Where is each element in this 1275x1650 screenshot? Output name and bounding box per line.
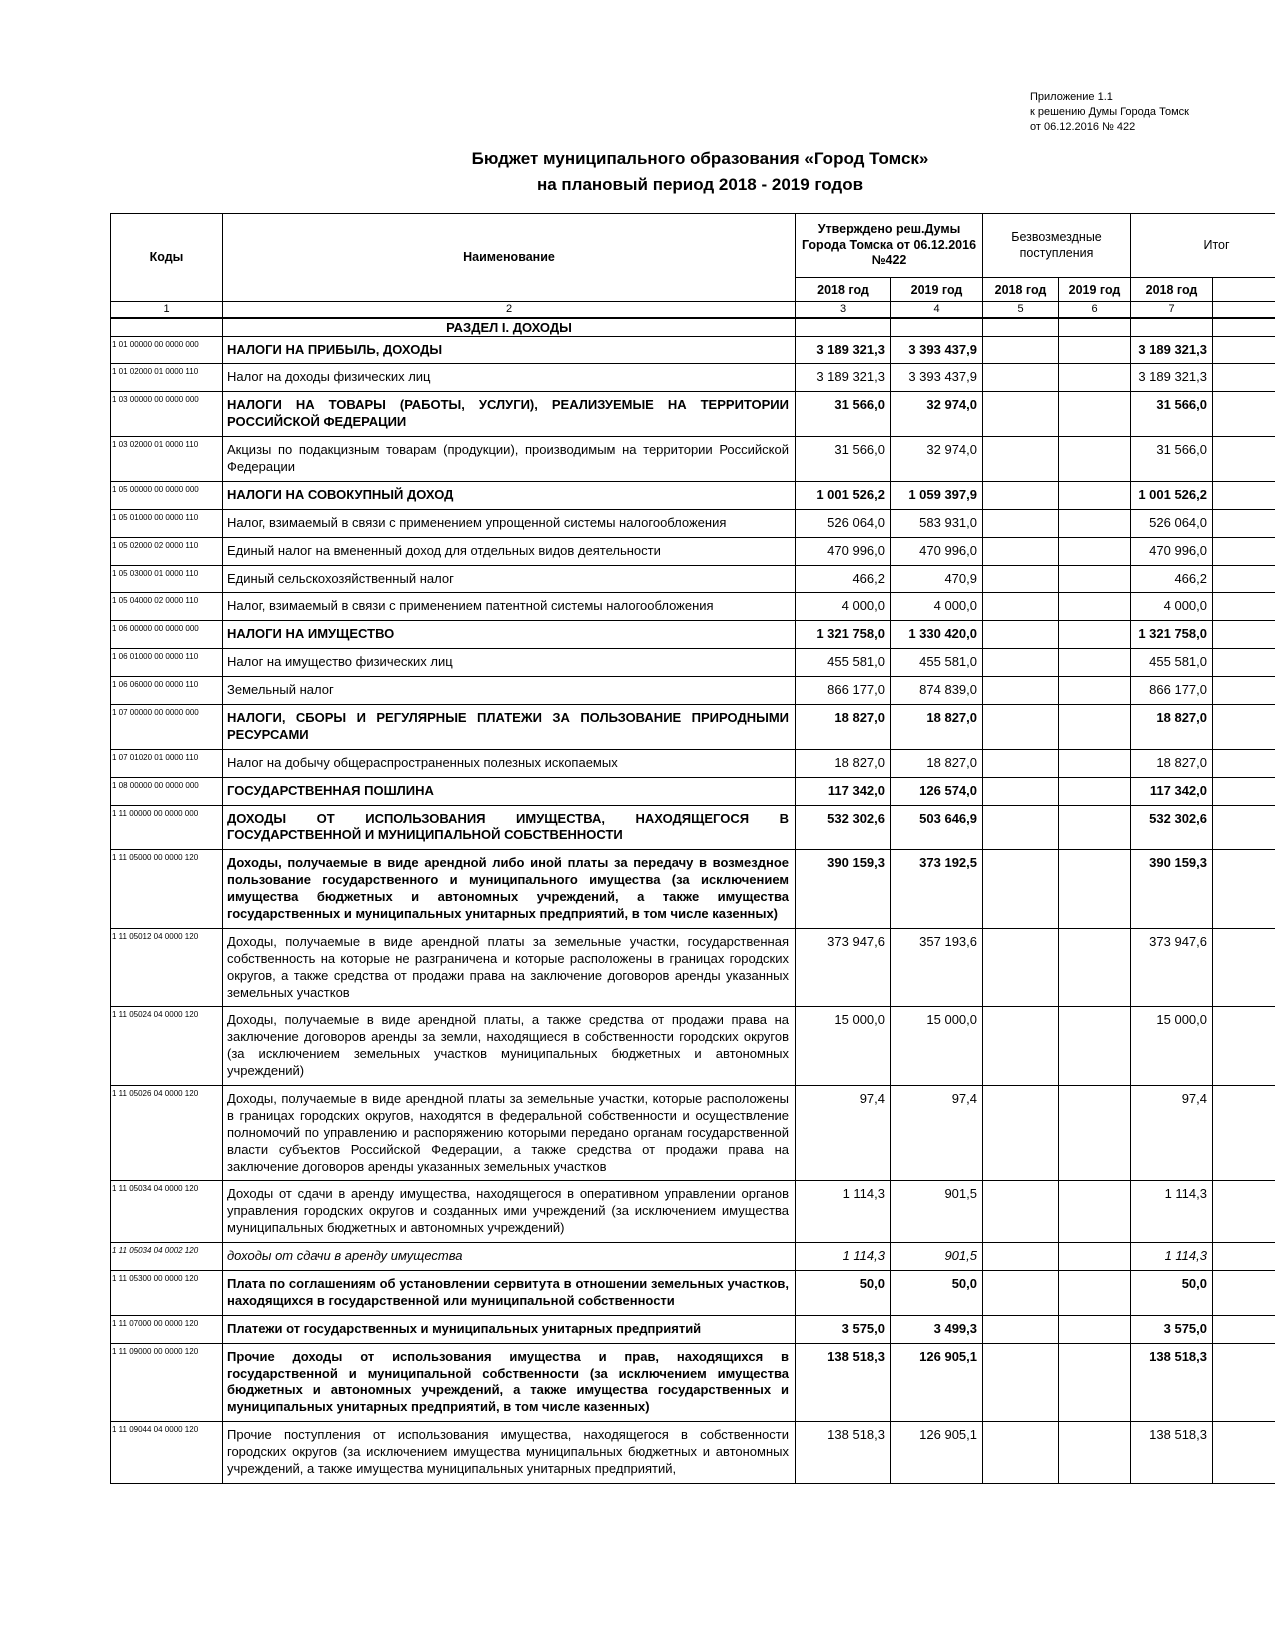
code-cell: 1 07 01020 01 0000 110 — [111, 749, 223, 777]
value-total-2018: 3 575,0 — [1131, 1315, 1213, 1343]
table-row — [111, 437, 1275, 482]
value-gratuitous-2019 — [1059, 777, 1131, 805]
value-total-2019 — [1213, 364, 1275, 392]
table-row — [111, 593, 1275, 621]
value-approved-2019: 32 974,0 — [891, 392, 983, 437]
table-row — [111, 364, 1275, 392]
page-title-line-1: Бюджет муниципального образования «Город Томск» — [471, 149, 929, 168]
value-approved-2019: 503 646,9 — [891, 805, 983, 850]
value-gratuitous-2018 — [983, 593, 1059, 621]
header-gratuitous: Безвозмездные поступления — [983, 214, 1131, 278]
value-approved-2018: 15 000,0 — [796, 1007, 891, 1086]
value-total-2019 — [1213, 537, 1275, 565]
value-gratuitous-2018 — [983, 392, 1059, 437]
header-approved-2018: 2018 год — [796, 278, 891, 302]
name-cell: Доходы от сдачи в аренду имущества, находящегося в оперативном управлении органов управления городских округов и созданных ими учреждений (за исключением имущества муниципальных бюджетных и автономных учреждений) — [223, 1181, 796, 1243]
value-total-2019 — [1213, 437, 1275, 482]
code-cell: 1 01 02000 01 0000 110 — [111, 364, 223, 392]
name-cell: Акцизы по подакцизным товарам (продукции), производимым на территории Российской Федерации — [223, 437, 796, 482]
value-total-2019 — [1213, 1343, 1275, 1422]
code-cell: 1 11 05034 04 0002 120 — [111, 1243, 223, 1271]
code-cell: 1 11 05034 04 0000 120 — [111, 1181, 223, 1243]
value-approved-2018: 50,0 — [796, 1271, 891, 1316]
value-total-2019 — [1213, 392, 1275, 437]
name-cell: НАЛОГИ НА СОВОКУПНЫЙ ДОХОД — [223, 481, 796, 509]
value-total-2019 — [1213, 850, 1275, 929]
value-total-2019 — [1213, 1181, 1275, 1243]
name-cell: доходы от сдачи в аренду имущества — [223, 1243, 796, 1271]
table-row — [111, 537, 1275, 565]
name-cell: НАЛОГИ НА ПРИБЫЛЬ, ДОХОДЫ — [223, 336, 796, 364]
value-total-2019 — [1213, 336, 1275, 364]
value-approved-2019: 583 931,0 — [891, 509, 983, 537]
table-row — [111, 481, 1275, 509]
name-cell: Налог, взимаемый в связи с применением патентной системы налогообложения — [223, 593, 796, 621]
name-cell: Налог на имущество физических лиц — [223, 649, 796, 677]
value-approved-2019: 874 839,0 — [891, 677, 983, 705]
value-total-2019 — [1213, 1243, 1275, 1271]
value-approved-2019: 18 827,0 — [891, 704, 983, 749]
value-approved-2019: 1 059 397,9 — [891, 481, 983, 509]
annotation-block — [1030, 90, 1189, 135]
column-number-8 — [1213, 302, 1275, 318]
value-gratuitous-2018 — [983, 565, 1059, 593]
value-gratuitous-2019 — [1059, 565, 1131, 593]
table-row — [111, 928, 1275, 1007]
value-total-2019 — [1213, 509, 1275, 537]
value-approved-2018: 3 189 321,3 — [796, 336, 891, 364]
value-gratuitous-2019 — [1059, 677, 1131, 705]
value-approved-2018: 1 114,3 — [796, 1243, 891, 1271]
name-cell: Налог на добычу общераспространенных полезных ископаемых — [223, 749, 796, 777]
value-approved-2018: 97,4 — [796, 1086, 891, 1181]
name-cell: Плата по соглашениям об установлении сервитута в отношении земельных участков, находящихся в государственной или муниципальной собственности — [223, 1271, 796, 1316]
value-approved-2019: 455 581,0 — [891, 649, 983, 677]
value-total-2018: 1 114,3 — [1131, 1243, 1213, 1271]
value-gratuitous-2019 — [1059, 1422, 1131, 1484]
code-cell: 1 05 01000 00 0000 110 — [111, 509, 223, 537]
value-approved-2018: 31 566,0 — [796, 392, 891, 437]
header-total-2019 — [1213, 278, 1275, 302]
value-approved-2019: 373 192,5 — [891, 850, 983, 929]
table-row — [111, 1181, 1275, 1243]
value-total-2018: 532 302,6 — [1131, 805, 1213, 850]
header-gratuitous-2019: 2019 год — [1059, 278, 1131, 302]
value-total-2018: 18 827,0 — [1131, 704, 1213, 749]
value-approved-2018: 1 001 526,2 — [796, 481, 891, 509]
header-row-column-numbers — [111, 302, 1275, 318]
name-cell: Единый сельскохозяйственный налог — [223, 565, 796, 593]
value-gratuitous-2019 — [1059, 593, 1131, 621]
column-number-4: 4 — [891, 302, 983, 318]
name-cell: Прочие доходы от использования имущества и прав, находящихся в государственной и муниципальной собственности (за исключением имущества бюджетных и автономных учреждений, а также имущества государственных и муниципальных унитарных предприятий, в том числе казенных) — [223, 1343, 796, 1422]
value-approved-2019: 901,5 — [891, 1181, 983, 1243]
value-cell — [891, 318, 983, 337]
value-total-2019 — [1213, 704, 1275, 749]
value-approved-2019: 357 193,6 — [891, 928, 983, 1007]
value-total-2018: 3 189 321,3 — [1131, 364, 1213, 392]
value-gratuitous-2019 — [1059, 1181, 1131, 1243]
value-total-2019 — [1213, 593, 1275, 621]
name-cell: НАЛОГИ, СБОРЫ И РЕГУЛЯРНЫЕ ПЛАТЕЖИ ЗА ПОЛЬЗОВАНИЕ ПРИРОДНЫМИ РЕСУРСАМИ — [223, 704, 796, 749]
value-gratuitous-2019 — [1059, 437, 1131, 482]
value-total-2018: 3 189 321,3 — [1131, 336, 1213, 364]
value-gratuitous-2018 — [983, 1343, 1059, 1422]
header-name: Наименование — [223, 214, 796, 302]
name-cell: ДОХОДЫ ОТ ИСПОЛЬЗОВАНИЯ ИМУЩЕСТВА, НАХОДЯЩЕГОСЯ В ГОСУДАРСТВЕННОЙ И МУНИЦИПАЛЬНОЙ СОБСТВЕННОСТИ — [223, 805, 796, 850]
header-codes: Коды — [111, 214, 223, 302]
value-total-2019 — [1213, 565, 1275, 593]
value-total-2018: 466,2 — [1131, 565, 1213, 593]
table-row — [111, 392, 1275, 437]
code-cell: 1 11 09044 04 0000 120 — [111, 1422, 223, 1484]
value-total-2018: 97,4 — [1131, 1086, 1213, 1181]
name-cell: Налог на доходы физических лиц — [223, 364, 796, 392]
table-row — [111, 805, 1275, 850]
value-gratuitous-2019 — [1059, 537, 1131, 565]
value-total-2018: 50,0 — [1131, 1271, 1213, 1316]
table-row — [111, 777, 1275, 805]
table-row — [111, 850, 1275, 929]
code-cell: 1 11 05000 00 0000 120 — [111, 850, 223, 929]
value-approved-2018: 3 189 321,3 — [796, 364, 891, 392]
value-approved-2019: 126 574,0 — [891, 777, 983, 805]
name-cell: Прочие поступления от использования имущества, находящегося в собственности городских округов (за исключением имущества муниципальных бюджетных и автономных учреждений, а также имущества муниципальных унитарных предприятий, — [223, 1422, 796, 1484]
table-row — [111, 1086, 1275, 1181]
value-gratuitous-2018 — [983, 704, 1059, 749]
value-total-2018: 31 566,0 — [1131, 392, 1213, 437]
value-approved-2019: 3 393 437,9 — [891, 364, 983, 392]
value-total-2018: 1 321 758,0 — [1131, 621, 1213, 649]
table-row — [111, 677, 1275, 705]
section-title-cell: РАЗДЕЛ I. ДОХОДЫ — [223, 318, 796, 337]
value-gratuitous-2018 — [983, 537, 1059, 565]
value-total-2019 — [1213, 649, 1275, 677]
value-approved-2018: 373 947,6 — [796, 928, 891, 1007]
name-cell: Доходы, получаемые в виде арендной платы за земельные участки, которые расположены в границах городских округов, находятся в федеральной собственности и осуществление полномочий по управлению и распоряжению которыми передано органам государственной власти субъектов Российской Федерации, а также средства от продажи права на заключение договоров аренды указанных земельных участков — [223, 1086, 796, 1181]
value-total-2019 — [1213, 1086, 1275, 1181]
code-cell: 1 01 00000 00 0000 000 — [111, 336, 223, 364]
code-cell: 1 05 03000 01 0000 110 — [111, 565, 223, 593]
value-approved-2018: 1 114,3 — [796, 1181, 891, 1243]
value-gratuitous-2018 — [983, 1007, 1059, 1086]
code-cell: 1 11 05012 04 0000 120 — [111, 928, 223, 1007]
value-gratuitous-2019 — [1059, 509, 1131, 537]
value-total-2019 — [1213, 1271, 1275, 1316]
value-approved-2018: 866 177,0 — [796, 677, 891, 705]
column-number-1: 1 — [111, 302, 223, 318]
table-row — [111, 509, 1275, 537]
value-approved-2018: 526 064,0 — [796, 509, 891, 537]
value-approved-2018: 117 342,0 — [796, 777, 891, 805]
table-row — [111, 1422, 1275, 1484]
code-cell: 1 11 05024 04 0000 120 — [111, 1007, 223, 1086]
name-cell: ГОСУДАРСТВЕННАЯ ПОШЛИНА — [223, 777, 796, 805]
value-total-2019 — [1213, 777, 1275, 805]
value-cell — [1059, 318, 1131, 337]
code-cell: 1 03 02000 01 0000 110 — [111, 437, 223, 482]
value-cell — [796, 318, 891, 337]
name-cell: Доходы, получаемые в виде арендной платы за земельные участки, государственная собственность на которые не разграничена и которые расположены в границах городских округов, а также средства от продажи права на заключение договоров аренды указанных земельных участков — [223, 928, 796, 1007]
value-approved-2018: 390 159,3 — [796, 850, 891, 929]
table-row — [111, 749, 1275, 777]
value-approved-2018: 18 827,0 — [796, 704, 891, 749]
name-cell: Платежи от государственных и муниципальных унитарных предприятий — [223, 1315, 796, 1343]
value-approved-2018: 466,2 — [796, 565, 891, 593]
annotation-line-2: к решению Думы Города Томск — [1030, 105, 1189, 118]
value-total-2018: 15 000,0 — [1131, 1007, 1213, 1086]
value-gratuitous-2019 — [1059, 805, 1131, 850]
annotation-line-1: Приложение 1.1 — [1030, 91, 1113, 103]
value-total-2018: 31 566,0 — [1131, 437, 1213, 482]
value-approved-2019: 50,0 — [891, 1271, 983, 1316]
table-row — [111, 621, 1275, 649]
value-gratuitous-2019 — [1059, 749, 1131, 777]
value-gratuitous-2019 — [1059, 336, 1131, 364]
value-total-2019 — [1213, 805, 1275, 850]
column-number-2: 2 — [223, 302, 796, 318]
name-cell: Единый налог на вмененный доход для отдельных видов деятельности — [223, 537, 796, 565]
value-cell — [1213, 318, 1275, 337]
header-gratuitous-2018: 2018 год — [983, 278, 1059, 302]
value-approved-2018: 532 302,6 — [796, 805, 891, 850]
value-approved-2019: 97,4 — [891, 1086, 983, 1181]
value-gratuitous-2018 — [983, 805, 1059, 850]
value-approved-2018: 470 996,0 — [796, 537, 891, 565]
value-gratuitous-2019 — [1059, 649, 1131, 677]
value-gratuitous-2018 — [983, 1271, 1059, 1316]
value-total-2019 — [1213, 1422, 1275, 1484]
table-row — [111, 1007, 1275, 1086]
page-title — [110, 146, 1275, 197]
name-cell: Земельный налог — [223, 677, 796, 705]
value-cell — [983, 318, 1059, 337]
value-total-2019 — [1213, 621, 1275, 649]
section-row — [111, 318, 1275, 337]
code-cell: 1 05 00000 00 0000 000 — [111, 481, 223, 509]
value-total-2018: 18 827,0 — [1131, 749, 1213, 777]
value-total-2018: 4 000,0 — [1131, 593, 1213, 621]
value-gratuitous-2018 — [983, 481, 1059, 509]
table-row — [111, 704, 1275, 749]
value-gratuitous-2018 — [983, 621, 1059, 649]
value-total-2018: 866 177,0 — [1131, 677, 1213, 705]
code-cell: 1 05 02000 02 0000 110 — [111, 537, 223, 565]
value-gratuitous-2019 — [1059, 1086, 1131, 1181]
value-approved-2018: 1 321 758,0 — [796, 621, 891, 649]
column-number-6: 6 — [1059, 302, 1131, 318]
annotation-line-3: от 06.12.2016 № 422 — [1030, 120, 1136, 133]
table-row — [111, 336, 1275, 364]
value-gratuitous-2018 — [983, 649, 1059, 677]
column-number-3: 3 — [796, 302, 891, 318]
value-approved-2018: 31 566,0 — [796, 437, 891, 482]
value-gratuitous-2018 — [983, 336, 1059, 364]
value-total-2019 — [1213, 1007, 1275, 1086]
code-cell: 1 11 09000 00 0000 120 — [111, 1343, 223, 1422]
value-approved-2019: 901,5 — [891, 1243, 983, 1271]
value-approved-2019: 470,9 — [891, 565, 983, 593]
code-cell: 1 11 05300 00 0000 120 — [111, 1271, 223, 1316]
value-approved-2019: 126 905,1 — [891, 1422, 983, 1484]
value-total-2018: 455 581,0 — [1131, 649, 1213, 677]
value-gratuitous-2019 — [1059, 1271, 1131, 1316]
code-cell: 1 08 00000 00 0000 000 — [111, 777, 223, 805]
code-cell: 1 06 00000 00 0000 000 — [111, 621, 223, 649]
value-total-2019 — [1213, 928, 1275, 1007]
value-gratuitous-2019 — [1059, 1007, 1131, 1086]
value-gratuitous-2018 — [983, 1086, 1059, 1181]
value-gratuitous-2019 — [1059, 850, 1131, 929]
value-gratuitous-2019 — [1059, 704, 1131, 749]
value-total-2018: 138 518,3 — [1131, 1343, 1213, 1422]
code-cell: 1 11 05026 04 0000 120 — [111, 1086, 223, 1181]
value-gratuitous-2018 — [983, 850, 1059, 929]
name-cell: Доходы, получаемые в виде арендной платы, а также средства от продажи права на заключение договоров аренды за земли, находящиеся в собственности городских округов (за исключением земельных участков муниципальных бюджетных и автономных учреждений) — [223, 1007, 796, 1086]
value-approved-2019: 4 000,0 — [891, 593, 983, 621]
value-total-2018: 1 114,3 — [1131, 1181, 1213, 1243]
code-cell — [111, 318, 223, 337]
budget-table — [110, 213, 1275, 1484]
value-approved-2019: 3 499,3 — [891, 1315, 983, 1343]
value-approved-2018: 138 518,3 — [796, 1343, 891, 1422]
value-approved-2018: 3 575,0 — [796, 1315, 891, 1343]
header-total: Итог — [1131, 214, 1275, 278]
header-approved-2019: 2019 год — [891, 278, 983, 302]
value-total-2018: 470 996,0 — [1131, 537, 1213, 565]
value-gratuitous-2018 — [983, 1243, 1059, 1271]
value-total-2019 — [1213, 677, 1275, 705]
value-gratuitous-2019 — [1059, 1343, 1131, 1422]
value-total-2018: 390 159,3 — [1131, 850, 1213, 929]
value-gratuitous-2018 — [983, 1315, 1059, 1343]
column-number-5: 5 — [983, 302, 1059, 318]
value-approved-2018: 18 827,0 — [796, 749, 891, 777]
value-cell — [1131, 318, 1213, 337]
value-total-2019 — [1213, 749, 1275, 777]
code-cell: 1 06 01000 00 0000 110 — [111, 649, 223, 677]
value-total-2018: 373 947,6 — [1131, 928, 1213, 1007]
value-approved-2019: 18 827,0 — [891, 749, 983, 777]
value-approved-2018: 138 518,3 — [796, 1422, 891, 1484]
page-title-line-2: на плановый период 2018 - 2019 годов — [536, 174, 864, 194]
name-cell: НАЛОГИ НА ТОВАРЫ (РАБОТЫ, УСЛУГИ), РЕАЛИЗУЕМЫЕ НА ТЕРРИТОРИИ РОССИЙСКОЙ ФЕДЕРАЦИИ — [223, 392, 796, 437]
table-row — [111, 649, 1275, 677]
value-gratuitous-2018 — [983, 928, 1059, 1007]
value-gratuitous-2019 — [1059, 364, 1131, 392]
value-gratuitous-2018 — [983, 1422, 1059, 1484]
value-gratuitous-2019 — [1059, 392, 1131, 437]
value-approved-2019: 470 996,0 — [891, 537, 983, 565]
value-total-2018: 138 518,3 — [1131, 1422, 1213, 1484]
code-cell: 1 11 07000 00 0000 120 — [111, 1315, 223, 1343]
table-row — [111, 1315, 1275, 1343]
code-cell: 1 06 06000 00 0000 110 — [111, 677, 223, 705]
code-cell: 1 05 04000 02 0000 110 — [111, 593, 223, 621]
value-approved-2019: 1 330 420,0 — [891, 621, 983, 649]
value-gratuitous-2018 — [983, 777, 1059, 805]
table-row — [111, 1271, 1275, 1316]
value-total-2018: 526 064,0 — [1131, 509, 1213, 537]
table-row — [111, 1343, 1275, 1422]
value-gratuitous-2019 — [1059, 928, 1131, 1007]
name-cell: НАЛОГИ НА ИМУЩЕСТВО — [223, 621, 796, 649]
value-approved-2019: 15 000,0 — [891, 1007, 983, 1086]
value-total-2019 — [1213, 1315, 1275, 1343]
value-gratuitous-2019 — [1059, 621, 1131, 649]
value-approved-2018: 4 000,0 — [796, 593, 891, 621]
column-number-7: 7 — [1131, 302, 1213, 318]
budget-table-body — [111, 318, 1275, 1484]
code-cell: 1 03 00000 00 0000 000 — [111, 392, 223, 437]
value-approved-2018: 455 581,0 — [796, 649, 891, 677]
value-gratuitous-2018 — [983, 437, 1059, 482]
code-cell: 1 11 00000 00 0000 000 — [111, 805, 223, 850]
value-gratuitous-2018 — [983, 364, 1059, 392]
value-gratuitous-2019 — [1059, 481, 1131, 509]
header-approved: Утверждено реш.Думы Города Томска от 06.12.2016 №422 — [796, 214, 983, 278]
code-cell: 1 07 00000 00 0000 000 — [111, 704, 223, 749]
table-row — [111, 565, 1275, 593]
value-total-2019 — [1213, 481, 1275, 509]
value-gratuitous-2019 — [1059, 1315, 1131, 1343]
value-approved-2019: 3 393 437,9 — [891, 336, 983, 364]
header-total-2018: 2018 год — [1131, 278, 1213, 302]
value-gratuitous-2018 — [983, 749, 1059, 777]
value-total-2018: 1 001 526,2 — [1131, 481, 1213, 509]
header-row-main — [111, 214, 1275, 278]
value-gratuitous-2018 — [983, 509, 1059, 537]
value-gratuitous-2018 — [983, 677, 1059, 705]
table-row — [111, 1243, 1275, 1271]
value-approved-2019: 32 974,0 — [891, 437, 983, 482]
value-total-2018: 117 342,0 — [1131, 777, 1213, 805]
value-approved-2019: 126 905,1 — [891, 1343, 983, 1422]
value-gratuitous-2019 — [1059, 1243, 1131, 1271]
name-cell: Налог, взимаемый в связи с применением упрощенной системы налогообложения — [223, 509, 796, 537]
name-cell: Доходы, получаемые в виде арендной либо иной платы за передачу в возмездное пользование государственного и муниципального имущества (за исключением имущества бюджетных и автономных учреждений, а также имущества государственных и муниципальных унитарных предприятий, в том числе казенных) — [223, 850, 796, 929]
value-gratuitous-2018 — [983, 1181, 1059, 1243]
